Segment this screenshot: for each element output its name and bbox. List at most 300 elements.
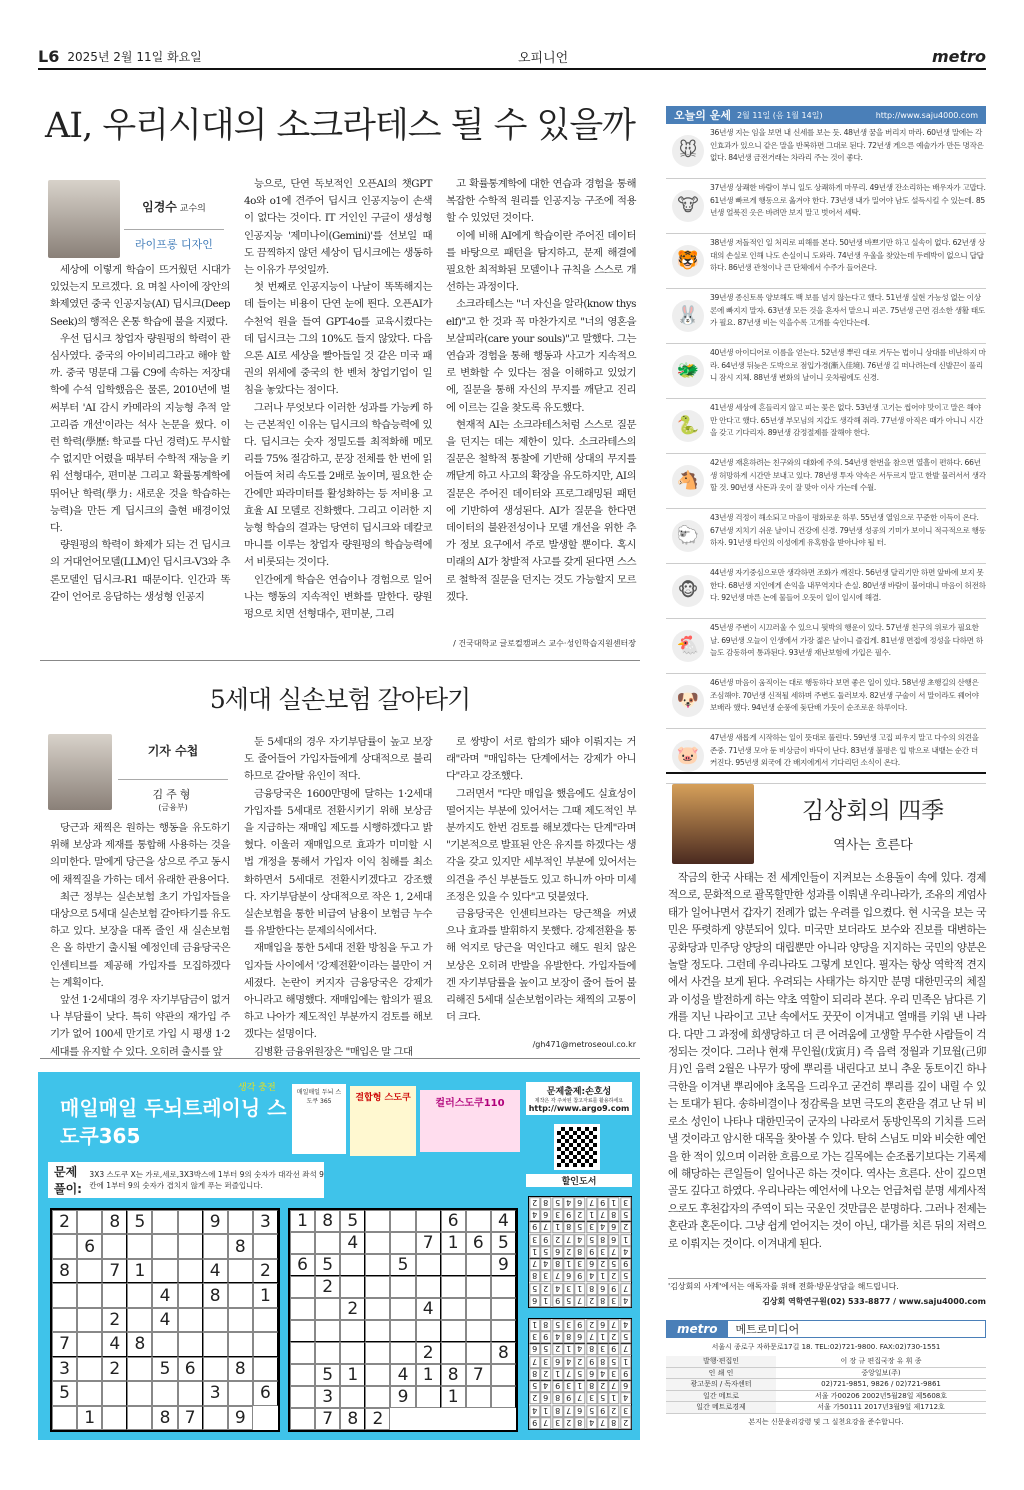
sudoku-cell[interactable] xyxy=(365,1210,390,1232)
masthead-title: 메트로미디어 xyxy=(735,1323,800,1336)
author1-name: 임경수 xyxy=(142,200,177,214)
answer-cell: 8 xyxy=(563,1221,574,1233)
sudoku-cell[interactable] xyxy=(52,1406,77,1430)
sudoku-cell[interactable]: 2 xyxy=(102,1308,127,1332)
sudoku-cell[interactable] xyxy=(203,1406,228,1430)
sudoku-cell[interactable] xyxy=(203,1332,228,1356)
sudoku-cell[interactable] xyxy=(253,1332,278,1356)
sudoku-cell[interactable]: 5 xyxy=(390,1254,415,1276)
sudoku-cell[interactable] xyxy=(416,1276,441,1298)
answer-cell: 4 xyxy=(586,1270,597,1282)
answer-cell: 5 xyxy=(620,1270,631,1282)
sudoku-cell[interactable] xyxy=(365,1276,390,1298)
sudoku-cell[interactable]: 7 xyxy=(178,1406,203,1430)
sudoku-cell[interactable] xyxy=(416,1210,441,1232)
sudoku-cell[interactable] xyxy=(102,1283,127,1307)
page-number: L6 xyxy=(38,46,60,66)
sudoku-cell[interactable]: 2 xyxy=(365,1408,390,1430)
sudoku-cell[interactable] xyxy=(315,1342,340,1364)
sudoku-cell[interactable] xyxy=(466,1386,491,1408)
answer-cell: 4 xyxy=(574,1343,585,1355)
answer-cell: 6 xyxy=(574,1331,585,1343)
sudoku-cell[interactable] xyxy=(290,1342,315,1364)
sudoku-cell[interactable] xyxy=(178,1381,203,1405)
sudoku-cell[interactable] xyxy=(228,1283,253,1307)
answer-cell: 6 xyxy=(574,1197,585,1209)
answer-cell: 3 xyxy=(586,1392,597,1404)
sudoku-cell[interactable] xyxy=(365,1386,390,1408)
divider xyxy=(40,1058,640,1059)
sudoku-cell[interactable]: 1 xyxy=(127,1259,152,1283)
paragraph: 최근 정부는 실손보험 초기 가입자들을 대상으로 5세대 실손보험 갈아타기를 유도하고 있다. 보장을 대폭 줄인 새 실손보험은 올 하반기 출시될 예정인데 금융당국은 인센티브를 제공해 가입자를 모집하겠다는 계획이다. xyxy=(50,890,230,989)
answer-cell: 9 xyxy=(563,1209,574,1221)
fortune-row xyxy=(666,179,986,234)
sudoku-cell[interactable] xyxy=(491,1320,516,1342)
sudoku-cell[interactable]: 2 xyxy=(315,1276,340,1298)
sudoku-cell[interactable] xyxy=(441,1320,466,1342)
sudoku-cell[interactable]: 8 xyxy=(340,1408,365,1430)
answer-cell: 5 xyxy=(608,1356,619,1368)
sudoku-cell[interactable]: 1 xyxy=(253,1283,278,1307)
sudoku-cell[interactable]: 3 xyxy=(253,1210,278,1234)
sudoku-cell[interactable] xyxy=(77,1357,102,1381)
answer-cell: 8 xyxy=(552,1405,563,1417)
sudoku-cell[interactable]: 4 xyxy=(102,1332,127,1356)
sudoku-cell[interactable]: 9 xyxy=(390,1386,415,1408)
sudoku-cell[interactable]: 8 xyxy=(315,1210,340,1232)
answer-cell: 3 xyxy=(620,1405,631,1417)
sudoku-cell[interactable] xyxy=(228,1332,253,1356)
sudoku-grid-1[interactable] xyxy=(50,1208,280,1432)
sudoku-cell[interactable] xyxy=(290,1276,315,1298)
sudoku-cell[interactable]: 1 xyxy=(77,1406,102,1430)
sudoku-cell[interactable] xyxy=(127,1357,152,1381)
sudoku-cell[interactable]: 6 xyxy=(77,1234,102,1258)
sudoku-cell[interactable]: 6 xyxy=(441,1210,466,1232)
sudoku-cell[interactable]: 8 xyxy=(152,1406,177,1430)
sudoku-cell[interactable]: 4 xyxy=(152,1283,177,1307)
sudoku-cell[interactable] xyxy=(253,1357,278,1381)
masthead-row xyxy=(666,1402,986,1414)
sudoku-cell[interactable] xyxy=(441,1298,466,1320)
zodiac-개-icon: 🐶 xyxy=(666,677,710,725)
sudoku-cell[interactable]: 4 xyxy=(340,1232,365,1254)
sudoku-cell[interactable] xyxy=(178,1234,203,1258)
paragraph: 당근과 채찍은 원하는 행동을 유도하기 위해 보상과 제재를 통합해 사용하는 것을 의미한다. 말에게 당근을 상으로 주고 동시에 채찍질을 가하는 데서 유래한 관용어다. xyxy=(50,822,230,886)
sudoku-cell[interactable]: 9 xyxy=(491,1254,516,1276)
paragraph: 금융당국은 인센티브라는 당근책을 꺼냈으나 효과를 발휘하지 못했다. 강제전환을 통해 억지로 당근을 먹인다고 해도 원치 않은 보상은 오히려 반발을 유발한다. 가입자들에겐 자기부담률을 높이고 보장이 줄어 들어 불리해진 5세대 실손보험이라는 채찍의 고통이 더 크다. xyxy=(446,908,636,1024)
answer-cell: 4 xyxy=(552,1331,563,1343)
sudoku-cell[interactable] xyxy=(152,1234,177,1258)
sudoku-cell[interactable]: 5 xyxy=(340,1210,365,1232)
answer-cell: 8 xyxy=(586,1283,597,1295)
sudoku-cell[interactable] xyxy=(228,1210,253,1234)
sudoku-cell[interactable] xyxy=(466,1254,491,1276)
fortune-text: 39년생 종신토록 양보해도 백 보를 넘지 않는다고 했다. 51년생 실현 가능성 없는 이상론에 빠지지 말자. 63년생 모든 것을 혼자서 맡으니 피곤. 75년생 근면 검소한 생활 태도가 필요. 87년생 비는 익을수록 고개를 숙인다는데. xyxy=(710,293,985,328)
sudoku-cell[interactable]: 6 xyxy=(290,1254,315,1276)
masthead-cell: 일간 메트로 xyxy=(666,1391,776,1402)
answer-cell: 1 xyxy=(574,1380,585,1392)
sudoku-cell[interactable]: 7 xyxy=(315,1408,340,1430)
sudoku-cell[interactable] xyxy=(466,1210,491,1232)
sudoku-cell[interactable] xyxy=(365,1232,390,1254)
answer-cell: 1 xyxy=(597,1270,608,1282)
sudoku-cell[interactable]: 8 xyxy=(102,1210,127,1234)
sudoku-cell[interactable] xyxy=(315,1298,340,1320)
sudoku-grid-2[interactable] xyxy=(288,1208,518,1432)
sudoku-brand: 매일매일 두뇌트레이닝 스도쿠365 xyxy=(60,1096,287,1148)
paragraph: 작금의 한국 사태는 전 세계인들이 지켜보는 소용돌이 속에 있다. 경제적으로, 문화적으로 괄목할만한 성과를 이뤄낸 우리나라가, 조유의 계엄사태가 일어나면서 갑자기 전례가 없는 우려를 입으켰다. 현 시국을 보는 국민은 뚜렷하게 양분되어 있다. 미국만 보더라도 보수와 진보를 대변하는 공화당과 민주당 양당의 대립뿐만 아니라 양당을 지지하는 국민의 양분은 놀랄 정도다. 그런데 우리나라도 그렇게 보인다. 필자는 항상 역학적 견지에서 사건을 보게 된다. 우려되는 사태가는 하지만 분명 대한민국의 체질과 이성을 발전하게 하는 약초 역할이 되리라 본다. 우리 민족은 남다른 기개를 지닌 나라이고 고난 속에서도 꿋꿋이 이겨내고 열매를 키워 낸 나라다. 다만 그 과정에 희생당하고 더 큰 어려움에 고생할 무수한 사람들이 걱정되는 것이다. 그러나 현재 무인월(戊寅月) 즉 음력 정월과 기묘월(己卯月)인 음력 2월은 나무가 땅에 뿌리를 내린다고 보니 추운 동토이긴 하나 극한을 이겨낸 뿌리에야 초목을 드리우고 굳건히 뿌리를 깊이 내릴 수 있는 토대가 된다. 송하비결이나 정감록을 보면 극도의 혼란을 겪고 난 뒤 비로소 성인이 나타나 대한민국이 군자의 나라로서 동방인목의 기치를 드러낼 것이라고 암시한 대목을 찾아볼 수 있다. 탄허 스님도 미와 비슷한 예언을 한 적이 있으며 이러한 흐름으로 가는 길목에는 순조롭기보다는 기록제에 해당하는 큰일들이 일어나곤 하는 것이다. 역사는 흐른다. 산이 깊으면 골도 깊다고 하였다. 우리나라는 예언서에 나오는 언급처럼 분명 세계사적으로도 후천갑자의 주역이 되는 국운인 것만큼은 분명하다. 그러나 전제는 혼란과 혼돈이다. 그냥 쉽게 얻어지는 것이 아닌, 대가를 치른 뒤의 저력으로 이뤄지는 것이다. 이겨내게 된다. xyxy=(668,872,986,1250)
article2-col3 xyxy=(446,734,636,1026)
sudoku-cell[interactable] xyxy=(127,1406,152,1430)
sudoku-cell[interactable]: 4 xyxy=(491,1210,516,1232)
answer-cell: 2 xyxy=(608,1331,619,1343)
answer-cell: 6 xyxy=(586,1258,597,1270)
zodiac-돼지-icon: 🐷 xyxy=(666,732,710,780)
sudoku-cell[interactable] xyxy=(77,1332,102,1356)
fortune-row xyxy=(666,619,986,674)
answer-cell: 1 xyxy=(552,1368,563,1380)
sudoku-cell[interactable] xyxy=(416,1386,441,1408)
answer-cell: 4 xyxy=(620,1392,631,1404)
zodiac-말-icon: 🐴 xyxy=(666,457,710,505)
answer-cell: 2 xyxy=(620,1417,631,1429)
answer-cell: 8 xyxy=(597,1295,608,1307)
sudoku-answer-2 xyxy=(528,1318,632,1430)
masthead-cell: 발행·편집인 xyxy=(666,1356,776,1367)
sudoku-cell[interactable]: 8 xyxy=(228,1357,253,1381)
sudoku-cell[interactable]: 6 xyxy=(466,1232,491,1254)
answer-cell: 9 xyxy=(608,1283,619,1295)
column-name: 라이프롱 디자인 xyxy=(124,229,224,252)
sudoku-cell[interactable] xyxy=(77,1381,102,1405)
answer-cell: 7 xyxy=(529,1258,540,1270)
sudoku-cell[interactable] xyxy=(340,1320,365,1342)
answer-cell: 2 xyxy=(563,1246,574,1258)
sudoku-cell[interactable]: 4 xyxy=(390,1364,415,1386)
answer-cell: 1 xyxy=(620,1234,631,1246)
sudoku-cell[interactable] xyxy=(390,1298,415,1320)
masthead-row xyxy=(666,1356,986,1368)
sudoku-cell[interactable] xyxy=(365,1320,390,1342)
paragraph: 이에 비해 AI에게 학습이란 주어진 데이터를 바탕으로 패턴을 탐지하고, 문제 해결에 필요한 최적화된 모델이나 규칙을 스스로 개선하는 과정이다. xyxy=(446,229,636,294)
sudoku-cell[interactable] xyxy=(127,1381,152,1405)
sudoku-cell[interactable]: 1 xyxy=(290,1210,315,1232)
sudoku-cell[interactable] xyxy=(178,1308,203,1332)
sudoku-cell[interactable]: 3 xyxy=(315,1386,340,1408)
sudoku-cell[interactable] xyxy=(315,1232,340,1254)
answer-cell: 9 xyxy=(552,1380,563,1392)
source-url[interactable]: http://www.argo9.com xyxy=(528,1104,630,1113)
rule-label: 문제풀이: xyxy=(54,1165,82,1196)
sudoku-cell[interactable]: 1 xyxy=(441,1232,466,1254)
sudoku-cell[interactable] xyxy=(441,1342,466,1364)
sudoku-cell[interactable] xyxy=(127,1308,152,1332)
sudoku-cell[interactable] xyxy=(365,1342,390,1364)
paragraph: 량원펑의 학력이 화제가 되는 건 딥시크의 거대언어모델(LLM)인 딥시크-V3와 추론모델인 딥시크-R1 때문이다. 인간과 똑같이 언어로 응답하는 생성형 인공지 xyxy=(50,539,230,603)
fortune-url[interactable]: http://www.saju4000.com xyxy=(875,110,978,120)
sudoku-cell[interactable] xyxy=(290,1320,315,1342)
article1-col3 xyxy=(446,176,636,606)
fortune-text: 38년생 저돌적인 일 처리로 피해를 본다. 50년생 바쁘기만 하고 실속이 없다. 62년생 상대의 손실로 인해 나도 손실이니 도와라. 74년생 우울을 찾았는데 두레박이 없으니 답답하다. 86년생 관청이나 큰 단체에서 수주가 들어온다. xyxy=(710,238,985,273)
paragraph: 세상에 이렇게 학습이 뜨거웠던 시대가 있었는지 모르겠다. 요 며칠 사이에 장안의 화제였던 중국 인공지능(AI) 딥시크(DeepSeek)의 행적은 온통 학습에 불을 지폈다. xyxy=(50,264,230,328)
fortune-row xyxy=(666,729,986,784)
answer-cell: 8 xyxy=(597,1234,608,1246)
sudoku-cell[interactable] xyxy=(340,1254,365,1276)
answer-cell: 7 xyxy=(574,1392,585,1404)
answer-cell: 3 xyxy=(608,1295,619,1307)
sudoku-cell[interactable]: 1 xyxy=(340,1364,365,1386)
sudoku-cell[interactable] xyxy=(152,1381,177,1405)
sudoku-cell[interactable]: 6 xyxy=(253,1381,278,1405)
fortune-row xyxy=(666,674,986,729)
sudoku-cell[interactable]: 2 xyxy=(253,1259,278,1283)
sudoku-cell[interactable]: 8 xyxy=(203,1283,228,1307)
sudoku-cell[interactable] xyxy=(52,1283,77,1307)
masthead-cell: 인 쇄 인 xyxy=(666,1368,776,1379)
answer-cell: 2 xyxy=(597,1380,608,1392)
sudoku-cell[interactable]: 5 xyxy=(52,1381,77,1405)
zodiac-소-icon: 🐮 xyxy=(666,182,710,230)
answer-cell: 8 xyxy=(563,1331,574,1343)
sudoku-cell[interactable]: 6 xyxy=(178,1357,203,1381)
fortune-row xyxy=(666,344,986,399)
sudoku-cell[interactable]: 4 xyxy=(203,1259,228,1283)
sudoku-cell[interactable] xyxy=(390,1232,415,1254)
sudoku-cell[interactable] xyxy=(152,1259,177,1283)
sudoku-cell[interactable] xyxy=(491,1276,516,1298)
sudoku-cell[interactable] xyxy=(416,1320,441,1342)
sudoku-cell[interactable] xyxy=(178,1259,203,1283)
author3-photo xyxy=(672,784,754,864)
answer-cell: 9 xyxy=(597,1405,608,1417)
sudoku-cell[interactable] xyxy=(390,1276,415,1298)
sudoku-cell[interactable] xyxy=(466,1276,491,1298)
sudoku-cell[interactable] xyxy=(390,1210,415,1232)
sudoku-cell[interactable]: 5 xyxy=(127,1210,152,1234)
sudoku-cell[interactable] xyxy=(77,1210,102,1234)
answer-cell: 2 xyxy=(540,1283,551,1295)
fortune-text: 42년생 재혼하려는 친구와의 대화에 주의. 54년생 한번을 참으면 열흘이 편하다. 66년생 허망하게 시간만 보내고 있다. 78년생 투자 약속은 서두르지 말고 한발 물러서서 생각할 것. 90년생 사돈과 옷이 잘 맞아 이사 가는데 수월. xyxy=(710,458,986,493)
sudoku-cell[interactable] xyxy=(491,1364,516,1386)
sudoku-cell[interactable]: 5 xyxy=(491,1232,516,1254)
sudoku-cell[interactable] xyxy=(77,1283,102,1307)
sudoku-cell[interactable] xyxy=(203,1357,228,1381)
answer-cell: 8 xyxy=(574,1246,585,1258)
sudoku-cell[interactable] xyxy=(290,1364,315,1386)
article2-col1 xyxy=(50,820,230,1061)
article1-title: AI, 우리시대의 소크라테스 될 수 있을까 xyxy=(44,106,635,146)
sudoku-cell[interactable] xyxy=(290,1408,315,1430)
answer-cell: 7 xyxy=(586,1331,597,1343)
sudoku-cell[interactable] xyxy=(77,1308,102,1332)
sudoku-cell[interactable] xyxy=(178,1210,203,1234)
fortune-text: 45년생 주변이 시끄러울 수 있으니 뒷박의 행운이 있다. 57년생 친구의 위로가 필요한 날. 69년생 오늘이 인생에서 가장 젊은 날이니 즐겁게. 81년생 면접에 정성을 다하면 하늘도 감동하여 통과된다. 93년생 재난보험에 가입은 필수. xyxy=(710,623,983,658)
sudoku-cell[interactable]: 5 xyxy=(315,1364,340,1386)
sudoku-cell[interactable] xyxy=(491,1298,516,1320)
sudoku-cell[interactable] xyxy=(102,1381,127,1405)
answer-cell: 7 xyxy=(563,1234,574,1246)
answer-cell: 7 xyxy=(620,1343,631,1355)
sudoku-cell[interactable] xyxy=(466,1342,491,1364)
sudoku-cell[interactable] xyxy=(290,1232,315,1254)
article1-col2 xyxy=(244,176,432,623)
sudoku-cell[interactable] xyxy=(228,1259,253,1283)
sudoku-cell[interactable] xyxy=(152,1332,177,1356)
fortune-row xyxy=(666,399,986,454)
answer-cell: 9 xyxy=(540,1331,551,1343)
sudoku-cell[interactable] xyxy=(253,1234,278,1258)
author1-byline xyxy=(124,198,224,252)
answer-cell: 3 xyxy=(597,1343,608,1355)
sudoku-cell[interactable]: 8 xyxy=(228,1234,253,1258)
sudoku-cell[interactable] xyxy=(390,1320,415,1342)
sudoku-cell[interactable]: 9 xyxy=(228,1406,253,1430)
sudoku-cell[interactable] xyxy=(491,1386,516,1408)
sudoku-cell[interactable]: 2 xyxy=(340,1298,365,1320)
sudoku-cell[interactable]: 1 xyxy=(416,1364,441,1386)
sudoku-cell[interactable] xyxy=(77,1259,102,1283)
sudoku-cell[interactable]: 2 xyxy=(416,1342,441,1364)
sudoku-cell[interactable] xyxy=(203,1234,228,1258)
sudoku-cell[interactable]: 8 xyxy=(52,1259,77,1283)
sudoku-cell[interactable] xyxy=(315,1320,340,1342)
answer-cell: 1 xyxy=(563,1258,574,1270)
sudoku-cell[interactable]: 3 xyxy=(203,1381,228,1405)
sudoku-cell[interactable] xyxy=(127,1234,152,1258)
sudoku-cell[interactable]: 4 xyxy=(416,1298,441,1320)
sudoku-cell[interactable] xyxy=(365,1364,390,1386)
sudoku-cell[interactable] xyxy=(102,1406,127,1430)
fortune-row xyxy=(666,454,986,509)
sudoku-cell[interactable] xyxy=(340,1342,365,1364)
paragraph: 소크라테스는 "너 자신을 알라(know thyself)"고 한 것과 꼭 마찬가지로 "너의 영혼을 보살피라(care your souls)"고 말했다. 그는 연습과 경험을 통해 행동과 사고가 지속적으로 변화할 수 있다는 점을 이해하고 있었기에, 질문을 통해 자신의 무지를 깨닫고 진리에 이르는 길을 찾도록 유도했다. xyxy=(446,298,636,414)
page-header xyxy=(38,44,986,70)
answer-cell: 2 xyxy=(563,1417,574,1429)
divider xyxy=(666,772,986,774)
sudoku-cell[interactable]: 7 xyxy=(52,1332,77,1356)
answer-cell: 3 xyxy=(540,1270,551,1282)
sudoku-cell[interactable] xyxy=(228,1308,253,1332)
answer-cell: 4 xyxy=(597,1368,608,1380)
answer-cell: 5 xyxy=(608,1258,619,1270)
sudoku-cell[interactable] xyxy=(340,1276,365,1298)
answer-cell: 8 xyxy=(529,1270,540,1282)
author2-photo xyxy=(48,734,112,810)
sudoku-cell[interactable] xyxy=(290,1386,315,1408)
sudoku-cell[interactable]: 2 xyxy=(52,1210,77,1234)
masthead-cell: 서울 가50111 2017년3월9일 제1712호 xyxy=(817,1403,945,1411)
sudoku-cell[interactable] xyxy=(178,1332,203,1356)
sudoku-cell[interactable] xyxy=(52,1234,77,1258)
fortune-text: 40년생 아이디어로 이름을 얻는다. 52년생 뿌린 대로 거두는 법이니 상대를 비난하지 마라. 64년생 뒤늦은 도박으로 점입가경(漸入佳境). 76년생 길 떠나려는데 신발끈이 풀리니 잠시 지체. 88년생 변화의 날이니 옷차림에도 신경. xyxy=(710,348,986,383)
answer-cell: 1 xyxy=(620,1356,631,1368)
sudoku-cell[interactable] xyxy=(102,1234,127,1258)
sudoku-cell[interactable]: 3 xyxy=(52,1357,77,1381)
sudoku-cell[interactable] xyxy=(466,1320,491,1342)
sudoku-cell[interactable]: 7 xyxy=(416,1232,441,1254)
answer-cell: 8 xyxy=(586,1343,597,1355)
column3-note: '김상회의 사계'에서는 애독자를 위해 전화·방문상담을 해드립니다. xyxy=(668,1278,986,1292)
answer-cell: 3 xyxy=(529,1234,540,1246)
fortune-date: 2월 11일 (음 1월 14일) xyxy=(736,110,823,120)
answer-cell: 9 xyxy=(597,1197,608,1209)
sudoku-cell[interactable]: 2 xyxy=(102,1357,127,1381)
answer-cell: 7 xyxy=(608,1380,619,1392)
sudoku-cell[interactable]: 5 xyxy=(315,1254,340,1276)
sudoku-cell[interactable] xyxy=(365,1254,390,1276)
answer-cell: 6 xyxy=(608,1221,619,1233)
answer-cell: 3 xyxy=(552,1209,563,1221)
column2-name: 기자 수첩 xyxy=(147,744,199,758)
sudoku-cell[interactable] xyxy=(52,1308,77,1332)
sudoku-cell[interactable]: 5 xyxy=(152,1357,177,1381)
sudoku-cell[interactable] xyxy=(441,1254,466,1276)
sudoku-cell[interactable]: 8 xyxy=(491,1342,516,1364)
sudoku-cell[interactable] xyxy=(253,1308,278,1332)
answer-cell: 9 xyxy=(586,1356,597,1368)
answer-cell: 1 xyxy=(540,1295,551,1307)
sudoku-cell[interactable] xyxy=(178,1283,203,1307)
answer-cell: 7 xyxy=(540,1221,551,1233)
sudoku-cell[interactable] xyxy=(466,1298,491,1320)
answer-cell: 5 xyxy=(552,1319,563,1331)
paragraph: 김병환 금융위원장은 "매입은 말 그대 xyxy=(254,1045,413,1058)
sudoku-cell[interactable]: 9 xyxy=(203,1210,228,1234)
sudoku-cell[interactable] xyxy=(290,1298,315,1320)
sudoku-cell[interactable]: 8 xyxy=(441,1364,466,1386)
answer-cell: 5 xyxy=(620,1209,631,1221)
sudoku-cell[interactable] xyxy=(203,1308,228,1332)
answer-cell: 7 xyxy=(563,1405,574,1417)
answer-cell: 2 xyxy=(529,1197,540,1209)
answer-cell: 6 xyxy=(552,1356,563,1368)
paragraph: 로 쌍방이 서로 합의가 돼야 이뤄지는 거래"라며 "매입하는 단계에서는 강제가 아니다"라고 강조했다. xyxy=(446,736,636,783)
answer-cell: 9 xyxy=(586,1246,597,1258)
sudoku-cell[interactable] xyxy=(152,1210,177,1234)
sudoku-cell[interactable]: 8 xyxy=(127,1332,152,1356)
sudoku-cell[interactable] xyxy=(441,1276,466,1298)
sudoku-cell[interactable] xyxy=(340,1386,365,1408)
answer-cell: 3 xyxy=(529,1331,540,1343)
answer-cell: 6 xyxy=(597,1319,608,1331)
paragraph: 앞선 1·2세대의 경우 자기부담금이 없거나 부담률이 낮다. 특히 약관의 재가입 주기가 없어 100세 만기로 가입 시 평생 1·2세대를 유지할 수 있다. 오히려 출시를 앞 xyxy=(50,994,230,1058)
answer-cell: 7 xyxy=(608,1246,619,1258)
masthead-cell: 이 장 규 편집국장 유 휘 종 xyxy=(840,1357,922,1365)
sudoku-cell[interactable]: 4 xyxy=(152,1308,177,1332)
masthead-cell: 02)721-9851, 9826 / 02)721-9861 xyxy=(821,1380,941,1388)
answer-cell: 5 xyxy=(574,1221,585,1233)
sudoku-cell[interactable] xyxy=(228,1381,253,1405)
masthead-logo: metro xyxy=(667,1321,728,1337)
sudoku-cell[interactable] xyxy=(127,1283,152,1307)
divider xyxy=(40,660,640,661)
answer-cell: 4 xyxy=(540,1380,551,1392)
sudoku-cell[interactable] xyxy=(365,1298,390,1320)
fortune-row xyxy=(666,234,986,289)
qr-code-icon[interactable] xyxy=(554,1124,600,1170)
sudoku-cell[interactable] xyxy=(390,1342,415,1364)
author1-title: 교수의 xyxy=(179,204,206,214)
answer-cell: 8 xyxy=(540,1319,551,1331)
sudoku-cell[interactable]: 7 xyxy=(466,1364,491,1386)
answer-cell: 8 xyxy=(608,1209,619,1221)
answer-cell: 9 xyxy=(540,1234,551,1246)
sudoku-cell[interactable] xyxy=(416,1254,441,1276)
sudoku-cell[interactable]: 1 xyxy=(441,1386,466,1408)
sudoku-cell[interactable]: 7 xyxy=(102,1259,127,1283)
answer-cell: 4 xyxy=(574,1234,585,1246)
